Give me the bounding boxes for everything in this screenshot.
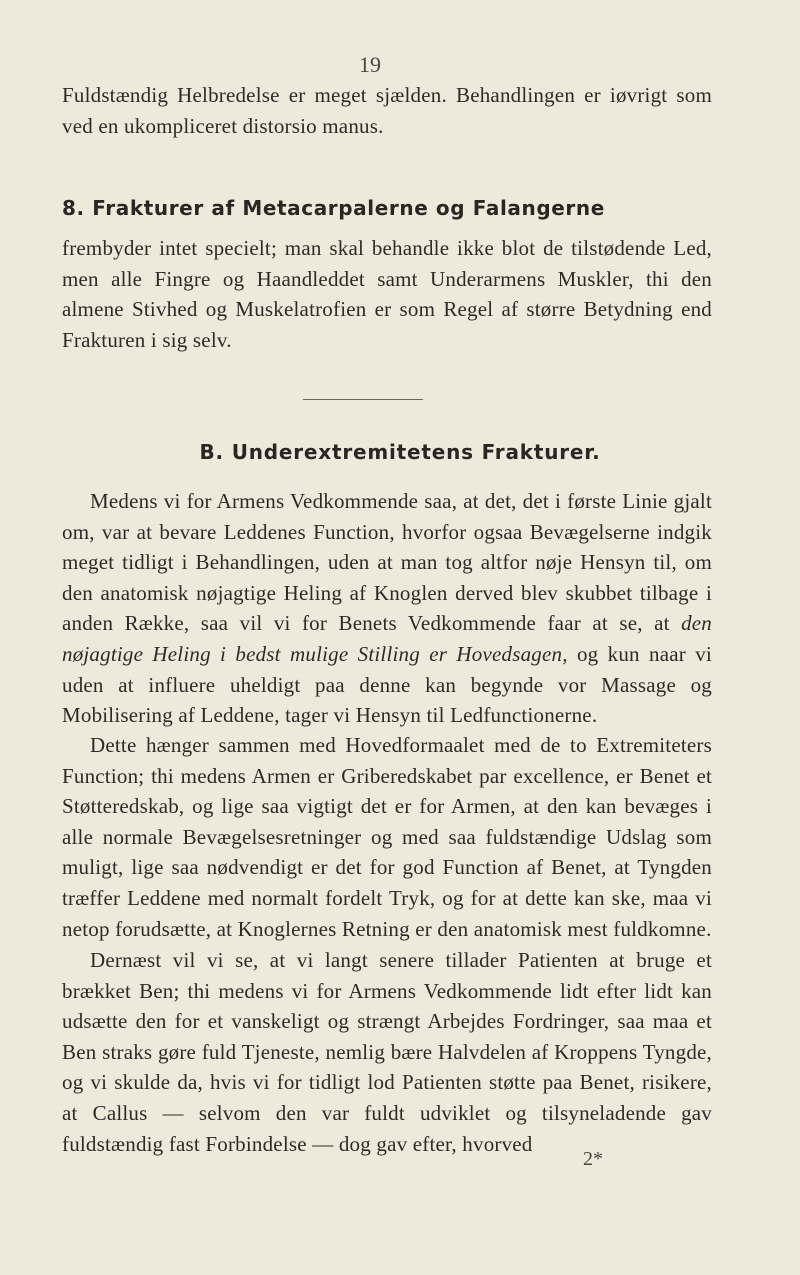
page-number: 19 [359, 52, 381, 77]
section-b-heading: B. Underextremitetens Frakturer. [199, 440, 601, 464]
signature-mark: 2* [583, 1148, 603, 1170]
section-b-paragraph-2: Dette hænger sammen med Hovedformaalet med de to Extremiteters Function; thi medens Armen er Griberedskabet par excellence, er Benet et Støtteredskab, og lige saa vigtigt det er for Armen, at den kan bevæges i alle normale Bevægelsesretninger og med saa fuldstændige Udslag som muligt, lige saa nødvendigt er det for god Function af Benet, at Tyngden træffer Leddene med normalt fordelt Tryk, og for at dette kan ske, maa vi netop forudsætte, at Knoglernes Retning er den anatomisk mest fuldkomne. [62, 733, 712, 941]
section-8-text: frembyder intet specielt; man skal behandle ikke blot de tilstødende Led, men alle Fingre og Haandleddet samt Underarmens Muskler, thi den almene Stivhed og Muskelatrofien er som Regel af større Betydning end Frakturen i sig selv. [62, 236, 712, 352]
paragraph-1-start: Medens vi for Armens Vedkommende saa, at det, det i første Linie gjalt om, var at bevare Leddenes Function, hvorfor ogsaa Bevægelserne indgik meget tidligt i Behandlingen, uden at man tog altfor nøje Hensyn til, om den anatomisk nøjagtige Heling af Knoglen derved blev skubbet tilbage i anden Række, saa vil vi for Benets Vedkommende faar at se, at [62, 489, 712, 636]
intro-paragraph: Fuldstændig Helbredelse er meget sjælden. Behandlingen er iøvrigt som ved en ukompliceret distorsio manus. [62, 83, 712, 138]
section-divider [303, 399, 423, 400]
section-8-heading: 8. Frakturer af Metacarpalerne og Falangerne [62, 196, 605, 220]
paragraph-1-italic: den nøjagtige Heling i bedst mulige Stilling er Hovedsagen, [62, 611, 712, 666]
paragraph-1-end: og kun naar vi uden at influere uheldigt paa denne kan begynde vor Massage og Mobilisering af Leddene, tager vi Hensyn til Ledfunctionerne. [62, 641, 712, 728]
section-b-paragraph-1 [62, 486, 712, 731]
section-b-paragraph-3: Dernæst vil vi se, at vi langt senere tillader Patienten at bruge et brækket Ben; thi medens vi for Armens Vedkommende lidt efter lidt kan udsætte den for et vanskeligt og strængt Arbejdes Fordringer, saa maa et Ben straks gøre fuld Tjeneste, nemlig bære Halvdelen af Kroppens Tyngde, og vi skulde da, hvis vi for tidligt lod Patienten støtte paa Benet, risikere, at Callus — selvom den var fuldt udviklet og tilsyneladende gav fuldstændig fast Forbindelse — dog gav efter, hvorved [62, 948, 712, 1156]
